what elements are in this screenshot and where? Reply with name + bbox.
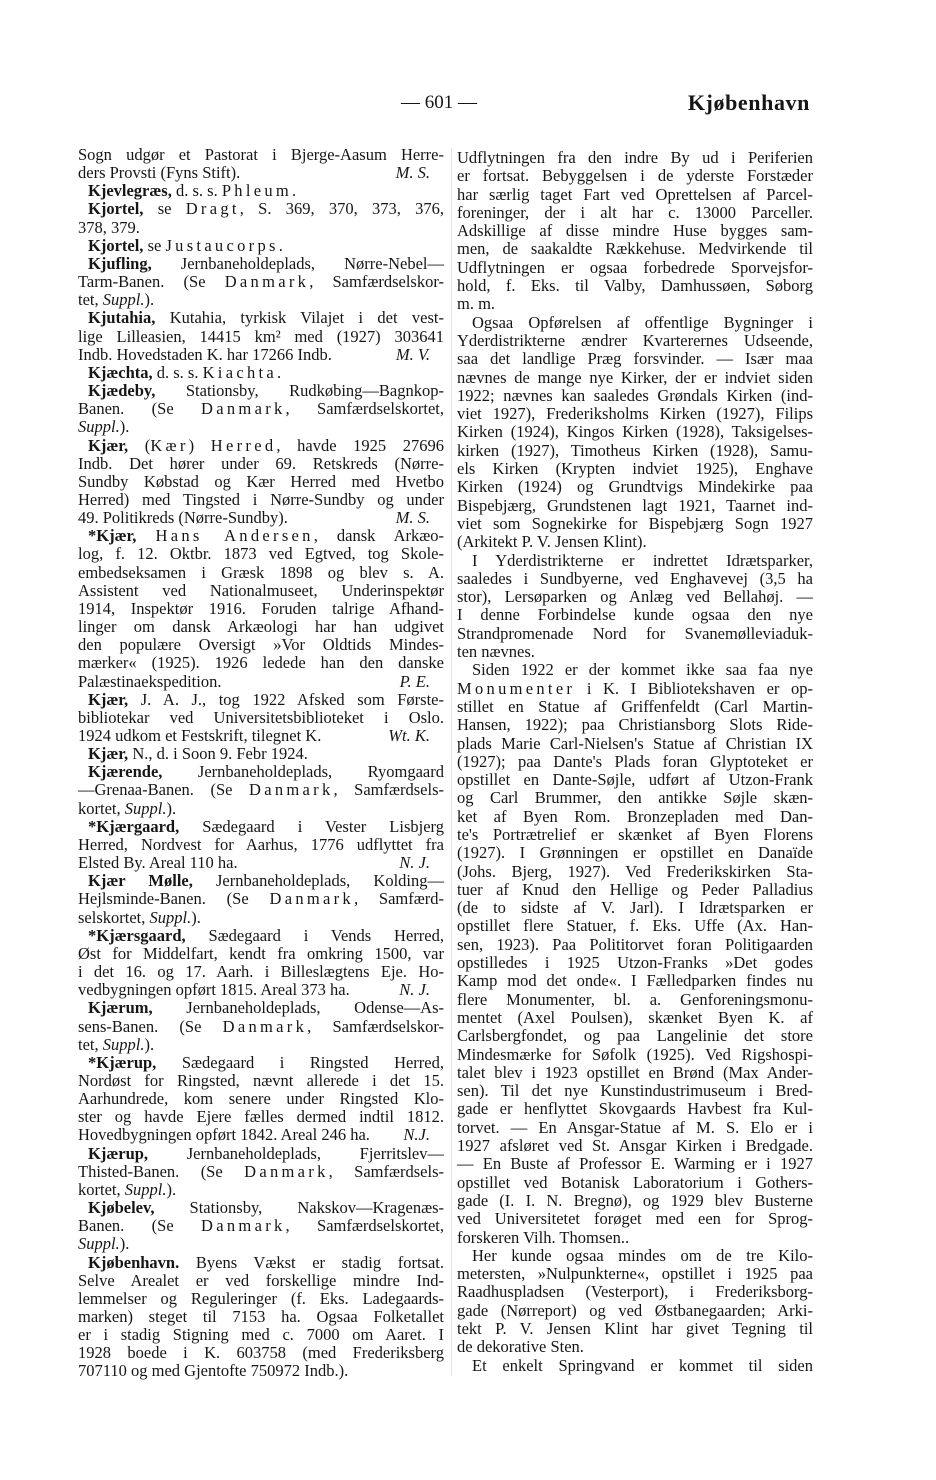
text-line: saaledes i Sundbyerne, ved Enghavevej (3,5 ha (457, 568, 813, 588)
text-line: talet blev i 1923 opstillet en Brønd (Max Ander- (457, 1062, 813, 1082)
entry (78, 237, 444, 255)
headword: Kjevlegræs, (88, 181, 172, 201)
text-line: (1927); paa Dante's Plads foran Glyptoteket er (457, 751, 813, 771)
text-line (78, 999, 444, 1017)
paragraph (457, 661, 813, 1247)
text-line (78, 854, 444, 872)
author-signature: M. V. (395, 344, 430, 364)
text-line (78, 418, 444, 436)
text-line: den populære Oversigt »Vor Oldtids Mindes- (78, 635, 444, 655)
italic-text: Suppl. (124, 1179, 167, 1199)
text-line: (de to sidste af V. Jarl). I Idrætsparken er (457, 898, 813, 918)
text-run: , Samfærdselskor- (307, 1016, 444, 1036)
author-signature: P. E. (399, 671, 430, 691)
text-run: tet, (78, 290, 103, 310)
entry (78, 527, 444, 690)
text-line: Yderdistrikterne ændrer Kvarterernes Udseende, (457, 330, 813, 350)
text-run: , S. 369, 370, 373, 376, (239, 199, 444, 219)
headword: Kjortel, (88, 235, 144, 255)
text-line: opstillet flere Statuer, f. Eks. Uffe (Ax. Han- (457, 916, 813, 936)
text-line: plads Marie Carl-Nielsen's Statue af Christian IX (457, 733, 813, 753)
text-line (78, 1254, 444, 1272)
text-line: men, de saakaldte Rækkehuse. Medvirkende til (457, 239, 813, 259)
text-line: viet 1927), Frederiksholms Kirken (1927), Filips (457, 404, 813, 424)
text-run: ). (119, 1234, 130, 1254)
text-run: ) (188, 435, 211, 455)
headword: Kjærende, (88, 762, 163, 782)
text-line (78, 182, 444, 200)
entry (78, 1145, 444, 1199)
text-run: Elsted By. Areal 110 ha. (78, 853, 238, 873)
text-run: , Samfærdselskortet, (285, 1216, 444, 1236)
text-line: foreninger, der i alt har c. 13000 Parceller. (457, 202, 813, 222)
line-text (78, 346, 332, 364)
text-line: 378, 379. (78, 217, 140, 237)
text-line: flere Monumenter, bl. a. Genforeningsmonu- (457, 989, 813, 1009)
text-line (78, 781, 444, 799)
entry (78, 999, 444, 1053)
text-run: N., d. i Soon 9. Febr 1924. (128, 744, 308, 764)
text-line: Udflytningen fra den indre By ud i Periferien (457, 148, 813, 167)
text-run: , Samfærdselskortet, (285, 399, 444, 419)
text-line: Aarhundrede, kom senere under Ringsted Klo- (78, 1089, 444, 1109)
headword: Kjufling, (88, 253, 152, 273)
text-line: te's Portrætrelief er skænket af Byen Florens (457, 824, 813, 844)
text-line (78, 818, 444, 836)
paragraph (457, 552, 813, 662)
text-run: d. s. s. (171, 181, 222, 201)
headword: Kjær, (88, 744, 129, 764)
spaced-text: Danmark (244, 1161, 329, 1181)
italic-text: Suppl. (78, 417, 120, 437)
text-line: Kamp mod det onde«. I Fælledparken findes nu (457, 971, 813, 991)
text-line (78, 927, 444, 945)
entry (78, 255, 444, 309)
entry (78, 763, 444, 817)
text-line: 1922; nævnes kan saaledes Grøndals Kirken (ind- (457, 385, 813, 405)
text-run: ders Provsti (Fyns Stift). (78, 163, 241, 183)
italic-text: Suppl. (102, 1034, 145, 1054)
text-line: Adskillige af disse mindre Huse bygges sam- (457, 221, 813, 241)
text-line: gade (I. I. N. Bregnø), og 1929 blev Busterne (457, 1190, 813, 1210)
text-run: , dansk Arkæo- (313, 526, 444, 546)
entry (78, 309, 444, 363)
text-line: de dekorative Sten. (457, 1337, 584, 1357)
text-line: er fortsat. Bebyggelsen i de yderste Forstæder (457, 166, 813, 186)
entry (78, 872, 444, 926)
text-line: har særlig taget Fart ved Oprettelsen af Parcel- (457, 184, 813, 204)
text-line (78, 364, 444, 382)
text-line: (Johs. Bjerg, 1927). Ved Frederikskirken Sta- (457, 861, 813, 881)
text-line: nævnes de mange nye Kirker, der er indviet siden (457, 367, 813, 387)
text-line (78, 1181, 444, 1199)
text-run: , Samfærdsels- (333, 780, 444, 800)
entry (78, 927, 444, 1000)
text-line: Ogsaa Opførelsen af offentlige Bygninger i (472, 312, 813, 332)
spaced-text: Herred (210, 435, 277, 455)
italic-text: Suppl. (102, 290, 145, 310)
text-line: Selve Arealet er ved forskellige mindre Ind- (78, 1270, 444, 1290)
entry (78, 1199, 444, 1253)
text-run: Jernbaneholdeplads, Fjerritslev— (148, 1143, 444, 1163)
text-line: saa det landlige Præg forsvinder. — Især maa (457, 349, 813, 369)
text-line (78, 763, 444, 781)
text-run: Thisted-Banen. (Se (78, 1161, 245, 1181)
spaced-text: Danmark (201, 399, 286, 419)
text-run: tet, (78, 1034, 103, 1054)
entry (78, 200, 444, 236)
text-line: 1928 boede i K. 603758 (med Frederiksberg (78, 1343, 444, 1363)
text-line (78, 200, 444, 218)
text-line (78, 1036, 444, 1054)
author-signature: N.J. (403, 1125, 430, 1145)
text-line: tekt P. V. Jensen Klint har givet Tegning til (457, 1319, 813, 1338)
text-run: Sædegaard i Ringsted Herred, (156, 1052, 444, 1072)
text-run: , Samfærdselskor- (309, 272, 444, 292)
text-line: Kirken (1924) og Grundtvigs Mindekirke paa (457, 477, 813, 497)
text-line (78, 727, 444, 745)
italic-text: Suppl. (78, 1234, 120, 1254)
text-line: Nordøst for Ringsted, nævnt allerede i det 15. (78, 1070, 444, 1090)
right-column (457, 149, 813, 1375)
text-line: (Arkitekt P. V. Jensen Klint). (457, 532, 647, 552)
text-line: Bispebjærg, Grundstenen lagt 1921, Taarnet ind- (457, 495, 813, 515)
text-line (457, 680, 813, 698)
entry (78, 818, 444, 872)
spaced-text: Kær (150, 435, 189, 455)
text-run: , Samfærdsels- (328, 1161, 445, 1181)
text-line (78, 309, 444, 327)
text-line: opstillet ved Botanisk Laboratorium i Gothers- (457, 1172, 813, 1192)
headword: Kjærum, (88, 998, 153, 1018)
text-run: Stationsby, Nakskov—Kragenæs- (154, 1198, 444, 1218)
text-line: er i stadig Stigning med c. 7000 om Aaret. I (78, 1325, 444, 1345)
text-line: stillet en Statue af Griffenfeldt (Carl Martin- (457, 696, 813, 716)
text-line (78, 164, 444, 182)
paragraph (457, 1357, 813, 1375)
running-head: Kjøbenhavn (687, 90, 810, 115)
text-line: viet som Sognekirke for Bispebjærg Sogn 1927 (457, 513, 813, 533)
text-run: ). (144, 1034, 155, 1054)
text-line (78, 691, 444, 709)
text-run: , havde 1925 27696 (276, 435, 445, 455)
text-line: Raadhuspladsen (Vesterport), i Frederiksborg- (457, 1282, 813, 1302)
text-line: marken) steget til 7153 ha. Ogsaa Folketallet (78, 1307, 444, 1326)
spaced-text: Monumenter (457, 678, 576, 698)
text-run: . (277, 362, 282, 382)
entry (78, 382, 444, 436)
text-run: se (143, 235, 166, 255)
text-line: I Yderdistrikterne er indrettet Idrætsparker, (472, 550, 813, 570)
paragraph (457, 149, 813, 314)
text-line (78, 400, 444, 418)
text-line: 707110 og med Gjentofte 750972 Indb.). (78, 1361, 349, 1381)
text-line (78, 382, 444, 400)
text-run: Byens Vækst er stadig fortsat. (179, 1252, 444, 1272)
headword: *Kjær, (88, 526, 137, 546)
spaced-text: Danmark (222, 1016, 308, 1036)
text-line (78, 437, 444, 455)
text-run: d. s. s. (152, 362, 203, 382)
text-line: torvet. — En Ansgar-Statue af M. S. Elo er i (457, 1117, 813, 1137)
text-line: ved Universitetet forøget med een for Sprog- (457, 1209, 813, 1229)
spaced-text: Danmark (201, 1216, 286, 1236)
text-line: linger om dansk Arkæologi har han udgivet (78, 617, 444, 637)
headword: *Kjærup, (88, 1052, 157, 1072)
headword: Kjær, (88, 689, 129, 709)
headword: Kjutahia, (88, 308, 156, 328)
text-line (78, 981, 444, 999)
text-line: gade (Nørreport) og ved Østbanegaarden; Arki- (457, 1300, 813, 1320)
text-run: Hejlsminde-Banen. (Se (78, 889, 270, 909)
entry (78, 364, 444, 382)
author-signature: N. J. (399, 980, 430, 1000)
text-run: 49. Politikreds (Nørre-Sundby). (78, 508, 288, 528)
text-run: —Grenaa-Banen. (Se (78, 780, 249, 800)
spaced-text: Phleum (221, 181, 293, 201)
text-line: Herred, Nordvest for Aarhus, 1776 udflyttet fra (78, 834, 444, 854)
text-line (78, 255, 444, 273)
text-run: Tarm-Banen. (Se (78, 272, 225, 292)
text-line: Indb. Det hører under 69. Retskreds (Nørre- (78, 453, 444, 473)
entry (78, 1254, 444, 1381)
text-run: sens-Banen. (Se (78, 1016, 223, 1036)
headword: Kjortel, (88, 199, 144, 219)
text-line: Udflytningen er ogsaa forbedrede Sporvejsfor- (457, 257, 813, 277)
paragraph (457, 1247, 813, 1357)
entry (78, 437, 444, 528)
text-line: Øst for Middelfart, kendt fra omkring 1500, var (78, 943, 444, 963)
text-line: Et enkelt Springvand er kommet til siden (472, 1355, 813, 1375)
column-rule (451, 148, 452, 1376)
text-run: ). (119, 417, 130, 437)
text-run: 1924 udkom et Festskrift, tilegnet K. (78, 726, 322, 745)
text-line: i det 16. og 17. Aarh. i Billeslægtens Eje. Ho- (78, 962, 444, 982)
text-run: Jernbaneholdeplads, Kolding— (192, 871, 444, 891)
spaced-text: Danmark (224, 272, 310, 292)
text-run: kortet, (78, 798, 125, 818)
text-line (78, 346, 444, 364)
spaced-text: Justaucorps (165, 235, 279, 255)
text-run (136, 526, 155, 545)
text-line: hold, f. Eks. til Valby, Damhussøen, Søborg (457, 276, 813, 296)
text-line: Herred) med Tingsted i Nørre-Sundby og under (78, 489, 444, 509)
text-line: stor), Lersøparken og Anlæg ved Bellahøj. — (457, 587, 813, 607)
spaced-text: Dragt (185, 199, 240, 219)
text-run: Kutahia, tyrkisk Vilajet i det vest- (155, 308, 444, 328)
text-line: mærker« (1925). 1926 ledede han den danske (78, 653, 444, 673)
text-line: og Carl Brummer, den antikke Søjle skæn- (457, 788, 813, 808)
text-run: Sædegaard i Vends Herred, (185, 925, 444, 945)
line-text (78, 854, 238, 872)
text-line (78, 673, 444, 691)
entry (78, 1054, 444, 1145)
text-line (78, 909, 444, 927)
headword: Kjærup, (88, 1143, 149, 1163)
text-line: I denne Forbindelse kunde ogsaa den nye (457, 605, 813, 625)
headword: *Kjærsgaard, (88, 925, 186, 945)
text-run: selskortet, (78, 907, 150, 927)
text-run: Jernbaneholdeplads, Ryomgaard (162, 762, 444, 782)
text-line (78, 273, 444, 291)
paragraph (457, 314, 813, 552)
text-line: Hansen, 1922); paa Christiansborg Slots Ride- (457, 715, 813, 735)
author-signature: M. S. (395, 508, 430, 528)
text-run: . (292, 181, 297, 201)
text-line (78, 745, 444, 763)
text-line: Sogn udgør et Pastorat i Bjerge-Aasum Herre- (78, 145, 444, 164)
italic-text: Suppl. (149, 907, 192, 927)
text-line (78, 890, 444, 908)
line-text (78, 164, 240, 182)
text-line (78, 1126, 444, 1144)
text-line (78, 1163, 444, 1181)
text-run: . (278, 235, 283, 255)
text-line: 1927 afsløret ved St. Ansgar Kirken i Bredgade. (457, 1136, 813, 1156)
text-line: bibliotekar ved Universitetsbiblioteket i Oslo. (78, 707, 444, 727)
text-run: , Samfærd- (353, 889, 445, 909)
author-signature: M. S. (395, 163, 430, 183)
headword: Kjøbenhavn. (88, 1252, 180, 1272)
headword: Kjæchta, (88, 362, 153, 382)
text-run: Palæstinaekspedition. (78, 671, 222, 691)
text-line: ket af Byen Rom. Bronzepladen med Dan- (457, 806, 813, 826)
spaced-text: Kiachta (202, 362, 277, 382)
text-line: Kirken (1924), Kingos Kirken (1928), Taksigelses- (457, 422, 813, 442)
line-text (78, 509, 288, 527)
text-run: Jernbaneholdeplads, Odense—As- (152, 998, 444, 1018)
text-run: Banen. (Se (78, 399, 202, 419)
text-run: Indb. Hovedstaden K. har 17266 Indb. (78, 344, 332, 364)
text-line: mentet (Axel Poulsen), skænket Byen K. af (457, 1007, 813, 1027)
text-line (78, 527, 444, 545)
text-line: Siden 1922 er der kommet ikke saa faa nye (472, 660, 813, 680)
text-line (78, 800, 444, 818)
text-line: metersten, »Nulpunkterne«, opstillet i 1925 paa (457, 1264, 813, 1284)
text-line (78, 1145, 444, 1163)
text-run: ( (128, 435, 151, 455)
text-line: 1914, Inspektør 1916. Foruden talrige Afhand- (78, 598, 444, 618)
line-text (78, 673, 221, 691)
text-run: Hovedbygningen opført 1842. Areal 246 ha. (78, 1125, 370, 1145)
text-line: Carlsbergfondet, og paa Langelinie det store (457, 1026, 813, 1046)
text-line: gade er henflyttet Skovgaards Havbest fra Kul- (457, 1099, 813, 1119)
text-run: se (143, 199, 186, 219)
text-line: log, f. 12. Oktbr. 1873 ved Egtved, tog Skole- (78, 544, 444, 564)
entry (78, 691, 444, 745)
text-line: kirken (1927), Timotheus Kirken (1928), Samu- (457, 440, 813, 460)
spaced-text: Danmark (249, 780, 334, 800)
text-line (78, 872, 444, 890)
entry-continuation (78, 146, 444, 182)
headword: Kjøbelev, (88, 1198, 155, 1218)
text-line: Her kunde ogsaa mindes om de tre Kilo- (472, 1245, 813, 1265)
headword: *Kjærgaard, (88, 816, 180, 836)
page-number: — 601 — (401, 92, 477, 113)
text-line: opstilledes i 1925 Utzon-Franks »Det godes (457, 953, 813, 973)
text-run: ). (166, 1179, 177, 1199)
headword: Kjædeby, (88, 381, 156, 401)
text-line: opstillet en Dante-Søjle, udført af Utzon-Frank (457, 770, 813, 790)
text-run: ). (191, 907, 201, 927)
author-signature: Wt. K. (388, 726, 430, 745)
entry (78, 182, 444, 200)
text-line: lige Lilleasien, 14415 km² med (1927) 303641 (78, 326, 444, 346)
italic-text: Suppl. (124, 798, 167, 818)
entry (78, 745, 444, 763)
text-line: lemmelser og Reguleringer (f. Eks. Ladegaards- (78, 1288, 444, 1308)
line-text (78, 727, 321, 745)
text-line: — En Buste af Professor E. Warming er i 1927 (457, 1154, 813, 1174)
text-run: kortet, (78, 1179, 125, 1199)
text-line: (1927). I Grønningen er opstillet en Danaïde (457, 843, 813, 863)
text-line: Assistent ved Nationalmuseet, Underinspektør (78, 580, 444, 600)
text-run: ). (166, 798, 177, 818)
text-run: Stationsby, Rudkøbing—Bagnkop- (155, 381, 444, 401)
text-line (78, 291, 444, 309)
text-line (78, 1199, 444, 1217)
text-run: ). (144, 290, 155, 310)
headword: Kjær Mølle, (88, 871, 193, 891)
spaced-text: Hans Andersen (155, 526, 314, 546)
text-line (78, 1217, 444, 1235)
text-line (78, 237, 444, 255)
text-line: Strandpromenade Nord for Svanemølleviaduk- (457, 623, 813, 643)
text-line (78, 509, 444, 527)
text-line: Mindesmærke for Søfolk (1925). Ved Rigshospi- (457, 1044, 813, 1064)
text-run: vedbygningen opført 1815. Areal 373 ha. (78, 980, 350, 1000)
left-column (78, 146, 444, 1381)
text-line: ster og havde Ejere fælles dermed indtil 1812. (78, 1107, 444, 1127)
text-run: Banen. (Se (78, 1216, 202, 1236)
text-line: tuer af Knud den Hellige og Peder Palladius (457, 879, 813, 899)
text-run: J. A. J., tog 1922 Afsked som Første- (128, 689, 444, 709)
text-line: ten nævnes. (457, 642, 535, 662)
text-line: sen, 1923). Paa Polititorvet foran Politigaarden (457, 934, 813, 954)
text-line: sen). Til det nye Kunstindustrimuseum i Bred- (457, 1081, 813, 1101)
text-line (78, 1018, 444, 1036)
text-line (78, 1235, 444, 1253)
text-line (78, 1054, 444, 1072)
text-run: i K. I Bibliotekshaven er op- (575, 678, 813, 698)
headword: Kjær, (88, 435, 129, 455)
text-line: Sundby Købstad og Kær Herred med Hvetbo (78, 471, 444, 491)
line-text (78, 981, 350, 999)
text-line: embedseksamen i Græsk 1898 og blev s. A. (78, 562, 444, 582)
spaced-text: Danmark (269, 889, 354, 909)
author-signature: N. J. (399, 853, 430, 873)
text-run: Jernbaneholdeplads, Nørre-Nebel— (151, 253, 444, 273)
text-run: Sædegaard i Vester Lisbjerg (179, 816, 444, 836)
text-line: els Kirken (Krypten indviet 1925), Enghave (457, 459, 813, 479)
line-text (78, 1126, 370, 1144)
text-line: m. m. (457, 294, 496, 314)
text-line: forskeren Vilh. Thomsen.. (457, 1227, 630, 1247)
